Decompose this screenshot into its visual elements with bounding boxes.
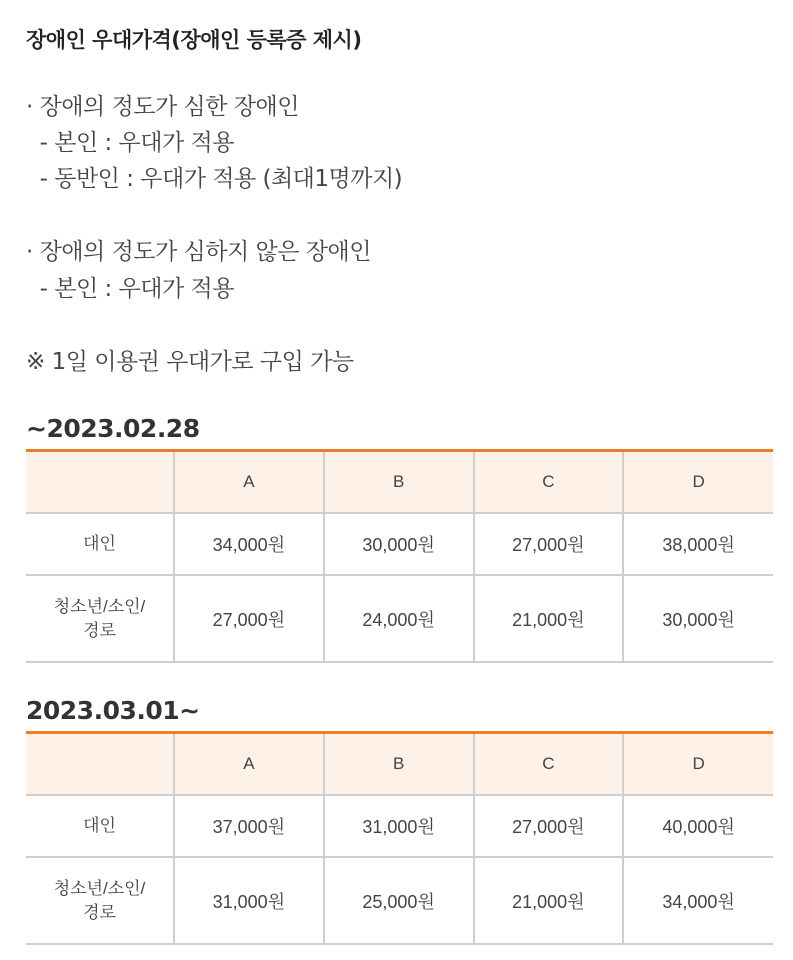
price-cell: 24,000원 xyxy=(324,575,474,662)
price-cell: 27,000원 xyxy=(174,575,324,662)
price-cell: 21,000원 xyxy=(474,575,624,662)
price-cell: 21,000원 xyxy=(474,857,624,944)
row-label: 대인 xyxy=(26,795,174,857)
page-title: 장애인 우대가격(장애인 등록증 제시) xyxy=(26,28,362,52)
price-cell: 34,000원 xyxy=(174,513,324,575)
header-empty-cell xyxy=(26,451,174,514)
row-label: 청소년/소인/ 경로 xyxy=(26,857,174,944)
column-header-d: D xyxy=(623,733,773,796)
table-header-row xyxy=(26,733,773,796)
table-header-row xyxy=(26,451,773,514)
column-header-d: D xyxy=(623,451,773,514)
info-line-severe-self: - 본인 : 우대가 적용 xyxy=(26,130,234,156)
period-title-1: ~2023.02.28 xyxy=(26,414,200,443)
info-line-mild: · 장애의 정도가 심하지 않은 장애인 xyxy=(26,239,371,265)
header-empty-cell xyxy=(26,733,174,796)
column-header-a: A xyxy=(174,733,324,796)
price-cell: 30,000원 xyxy=(623,575,773,662)
column-header-a: A xyxy=(174,451,324,514)
price-cell: 34,000원 xyxy=(623,857,773,944)
info-note: ※ 1일 이용권 우대가로 구입 가능 xyxy=(26,349,354,375)
column-header-b: B xyxy=(324,451,474,514)
price-cell: 27,000원 xyxy=(474,513,624,575)
column-header-b: B xyxy=(324,733,474,796)
period-title-2: 2023.03.01~ xyxy=(26,696,200,725)
price-cell: 38,000원 xyxy=(623,513,773,575)
price-cell: 31,000원 xyxy=(324,795,474,857)
price-cell: 37,000원 xyxy=(174,795,324,857)
table-row-youth xyxy=(26,575,773,662)
column-header-c: C xyxy=(474,451,624,514)
table-row-adult xyxy=(26,513,773,575)
price-cell: 30,000원 xyxy=(324,513,474,575)
row-label: 청소년/소인/ 경로 xyxy=(26,575,174,662)
price-cell: 27,000원 xyxy=(474,795,624,857)
info-line-severe-companion: - 동반인 : 우대가 적용 (최대1명까지) xyxy=(26,166,403,192)
price-table-2 xyxy=(26,731,773,945)
table-row-youth xyxy=(26,857,773,944)
table-row-adult xyxy=(26,795,773,857)
price-table-1 xyxy=(26,449,773,663)
price-cell: 40,000원 xyxy=(623,795,773,857)
price-cell: 31,000원 xyxy=(174,857,324,944)
row-label: 대인 xyxy=(26,513,174,575)
column-header-c: C xyxy=(474,733,624,796)
info-line-severe: · 장애의 정도가 심한 장애인 xyxy=(26,94,299,120)
price-cell: 25,000원 xyxy=(324,857,474,944)
info-line-mild-self: - 본인 : 우대가 적용 xyxy=(26,276,234,302)
